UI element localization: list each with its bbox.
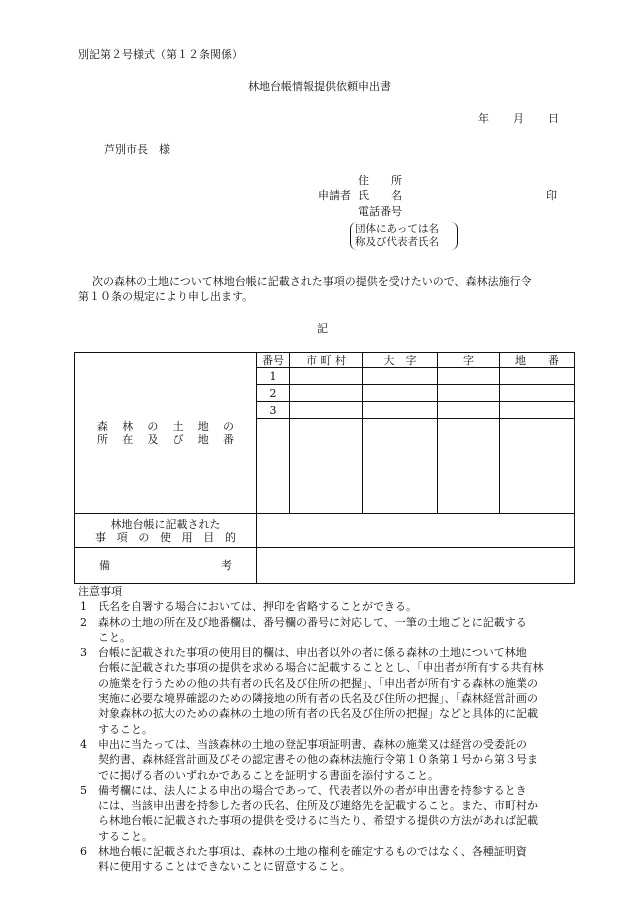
purpose-field[interactable] xyxy=(257,514,575,548)
aza-cell[interactable] xyxy=(438,419,500,514)
remarks-label: 備 考 xyxy=(99,559,232,572)
org-note-line2: 称及び代表者氏名 xyxy=(355,236,439,248)
row-number-blank[interactable] xyxy=(257,419,290,514)
date-day-label: 日 xyxy=(548,112,559,125)
location-label-line1: 森 林 の 土 地 の xyxy=(97,420,234,433)
row-number: 1 xyxy=(257,368,290,385)
municipality-cell[interactable] xyxy=(290,419,363,514)
note-item: 5 備考欄には、法人による申出の場合であって、代表者以外の者が申出書を持参するとき には、当該申出書を持参した者の氏名、住所及び連絡先を記載すること。また、市町村か ら林地台帳に記載された事項の提供を受けるに当たり、希望する提供の方法があれば記載 すること。 xyxy=(80,783,538,843)
note-item: 3 台帳に記載された事項の使用目的欄は、申出者以外の者に係る森林の土地について林地 台帳に記載された事項の提供を求める場合に記載することとし、「申出者が所有する共有林 の施業を行うための他の共有者の氏名及び住所の把握」、「申出者が所有する森林の施業の 実施に必要な境界確認のための隣接地の所有者の氏名及び住所の把握」、「森林経営計画の 対象森林の拡大のための森林の土地の所有者の氏名及び住所の把握」などと具体的に記載 すること。 xyxy=(80,646,544,736)
purpose-label-cell xyxy=(75,514,257,548)
aza-cell[interactable] xyxy=(438,402,500,419)
oaza-cell[interactable] xyxy=(363,368,438,385)
oaza-cell[interactable] xyxy=(363,402,438,419)
location-label-line2: 所 在 及 び 地 番 xyxy=(97,433,234,446)
purpose-label-line2: 事 項 の 使 用 目 的 xyxy=(95,530,236,544)
addressee: 芦別市長 様 xyxy=(104,143,170,156)
remarks-label-cell xyxy=(75,548,257,584)
page-title: 林地台帳情報提供依頼申出書 xyxy=(248,80,391,93)
org-note-line1: 団体にあっては名 xyxy=(355,223,439,235)
lot-number-cell[interactable] xyxy=(500,402,575,419)
municipality-cell[interactable] xyxy=(290,368,363,385)
row-number: 3 xyxy=(257,402,290,419)
lot-number-cell[interactable] xyxy=(500,368,575,385)
remarks-field[interactable] xyxy=(257,548,575,584)
forest-land-table xyxy=(74,352,575,584)
note-item: 2 森林の土地の所在及び地番欄は、番号欄の番号に対応して、一筆の土地ごとに記載する こと。 xyxy=(80,615,527,644)
request-paragraph-line2: 第１０条の規定により申し出ます。 xyxy=(78,290,254,303)
applicant-label: 申請者 xyxy=(318,189,351,202)
header-lot-number: 地 番 xyxy=(500,353,575,368)
oaza-cell[interactable] xyxy=(363,385,438,402)
municipality-cell[interactable] xyxy=(290,385,363,402)
ki-heading: 記 xyxy=(317,322,328,335)
address-label: 住 所 xyxy=(358,174,402,187)
lot-number-cell[interactable] xyxy=(500,419,575,514)
location-label-cell xyxy=(75,353,257,514)
date-month-label: 月 xyxy=(513,112,524,125)
purpose-label-line1: 林地台帳に記載された xyxy=(110,517,221,531)
header-number: 番号 xyxy=(257,353,290,368)
header-oaza: 大 字 xyxy=(363,353,438,368)
seal-mark: 印 xyxy=(546,189,557,202)
name-label: 氏 名 xyxy=(358,189,402,202)
note-item: 6 林地台帳に記載された事項は、森林の土地の権利を確定するものではなく、各種証明資 料に使用することはできないことに留意すること。 xyxy=(80,845,527,874)
notes-section xyxy=(78,584,578,875)
row-number: 2 xyxy=(257,385,290,402)
aza-cell[interactable] xyxy=(438,385,500,402)
municipality-cell[interactable] xyxy=(290,402,363,419)
header-aza: 字 xyxy=(438,353,500,368)
lot-number-cell[interactable] xyxy=(500,385,575,402)
phone-label: 電話番号 xyxy=(358,205,402,218)
organization-note xyxy=(350,222,458,250)
oaza-cell[interactable] xyxy=(363,419,438,514)
aza-cell[interactable] xyxy=(438,368,500,385)
notes-title: 注意事項 xyxy=(78,585,122,598)
note-item: 4 申出に当たっては、当該森林の土地の登記事項証明書、森林の施業又は経営の受委託の 契約書、森林経営計画及びその認定書その他の森林法施行令第１０条第１号から第３号ま でに掲げる者のいずれかであることを証明する書面を添付すること。 xyxy=(80,737,538,782)
form-number: 別記第２号様式（第１２条関係） xyxy=(78,48,243,61)
note-item: 1 氏名を自署する場合においては、押印を省略することができる。 xyxy=(80,600,417,614)
request-paragraph-line1: 次の森林の土地について林地台帳に記載された事項の提供を受けたいので、森林法施行令 xyxy=(92,275,532,288)
date-year-label: 年 xyxy=(478,112,489,125)
header-municipality: 市 町 村 xyxy=(290,353,363,368)
